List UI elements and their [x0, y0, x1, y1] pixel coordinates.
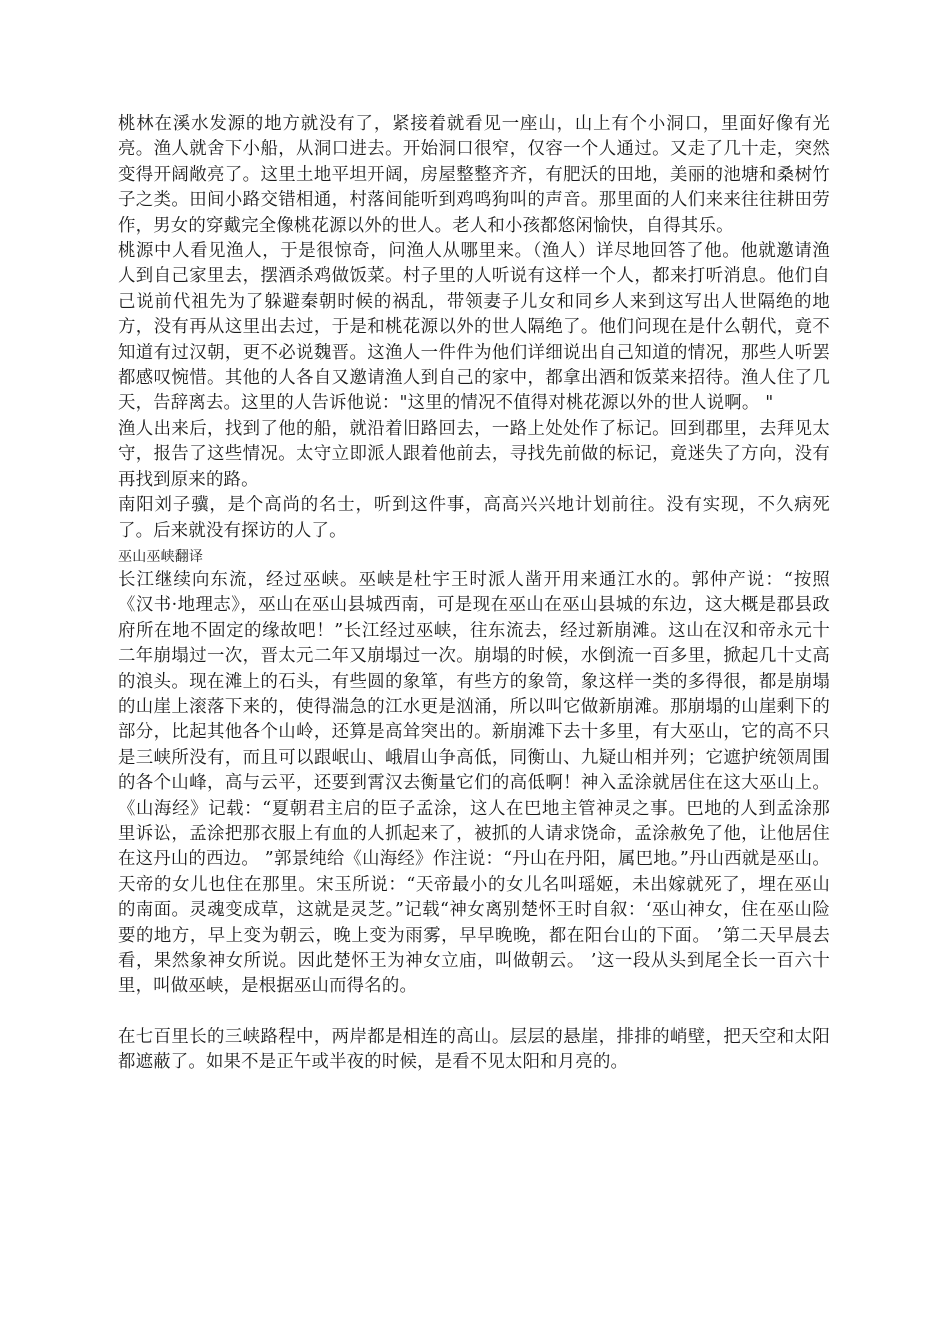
paragraph-taohuayuan-2: 桃源中人看见渔人，于是很惊奇，问渔人从哪里来。（渔人）详尽地回答了他。他就邀请渔人到自己家里去，摆酒杀鸡做饭菜。村子里的人听说有这样一个人，都来打听消息。他们自己说前代祖先为了躲避秦朝时候的祸乱，带领妻子儿女和同乡人来到这写出人世隔绝的地方，没有再从这里出去过，于是和桃花源以外的世人隔绝了。他们问现在是什么朝代，竟不知道有过汉朝，更不必说魏晋。这渔人一件件为他们详细说出自己知道的情况，那些人听罢都感叹惋惜。其他的人各自又邀请渔人到自己的家中，都拿出酒和饭菜来招待。渔人住了几天，告辞离去。这里的人告诉他说："这里的情况不值得对桃花源以外的世人说啊。 " [118, 241, 830, 414]
paragraph-taohuayuan-1: 桃林在溪水发源的地方就没有了，紧接着就看见一座山，山上有个小洞口，里面好像有光亮。渔人就舍下小船，从洞口进去。开始洞口很窄，仅容一个人通过。又走了几十走，突然变得开阔敞亮了。这里土地平坦开阔，房屋整整齐齐，有肥沃的田地，美丽的池塘和桑树竹子之类。田间小路交错相通，村落间能听到鸡鸣狗叫的声音。那里面的人们来来往往耕田劳作，男女的穿戴完全像桃花源以外的世人。老人和小孩都悠闲愉快，自得其乐。 [118, 114, 830, 236]
paragraph-wushan-1: 长江继续向东流，经过巫峡。巫峡是杜宇王时派人凿开用来通江水的。郭仲产说：“按照《汉书·地理志》，巫山在巫山县城西南，可是现在巫山在巫山县城的东边，这大概是郡县政府所在地不固定的缘故吧！”长江经过巫峡，往东流去，经过新崩滩。这山在汉和帝永元十二年崩塌过一次，晋太元二年又崩塌过一次。崩塌的时候，水倒流一百多里，掀起几十丈高的浪头。现在滩上的石头，有些圆的象箪，有些方的象笥，象这样一类的多得很，都是崩塌的山崖上滚落下来的，使得湍急的江水更是汹涌，所以叫它做新崩滩。那崩塌的山崖剩下的部分，比起其他各个山岭，还算是高耸突出的。新崩滩下去十多里，有大巫山，它的高不只是三峡所没有，而且可以跟岷山、峨眉山争高低，同衡山、九疑山相并列；它遮护统领周围的各个山峰，高与云平，还要到霄汉去衡量它们的高低啊！神入孟涂就居住在这大巫山上。《山海经》记载：“夏朝君主启的臣子孟涂，这人在巴地主管神灵之事。巴地的人到孟涂那里诉讼，孟涂把那衣服上有血的人抓起来了，被抓的人请求饶命，孟涂赦免了他，让他居住在这丹山的西边。 ”郭景纯给《山海经》作注说：“丹山在丹阳，属巴地。”丹山西就是巫山。天帝的女儿也住在那里。宋玉所说：“天帝最小的女儿名叫瑶姬，未出嫁就死了，埋在巫山的南面。灵魂变成草，这就是灵芝。”记载“神女离别楚怀王时自叙：‘巫山神女，住在巫山险要的地方，早上变为朝云，晚上变为雨雾，早早晚晚，都在阳台山的下面。 ’第二天早晨去看，果然象神女所说。因此楚怀王为神女立庙，叫做朝云。 ’这一段从头到尾全长一百六十里，叫做巫峡，是根据巫山而得名的。 [118, 569, 830, 997]
paragraph-taohuayuan-4: 南阳刘子骥，是个高尚的名士，听到这件事，高高兴兴地计划前往。没有实现，不久病死了。后来就没有探访的人了。 [118, 495, 830, 541]
section-heading-wushan: 巫山巫峡翻译 [118, 548, 204, 565]
paragraph-sanxia-1: 在七百里长的三峡路程中，两岸都是相连的高山。层层的悬崖，排排的峭壁，把天空和太阳都遮蔽了。如果不是正午或半夜的时候，是看不见太阳和月亮的。 [118, 1026, 830, 1073]
paragraph-gap [118, 1000, 830, 1025]
document-body [118, 112, 830, 1076]
paragraph-taohuayuan-3: 渔人出来后，找到了他的船，就沿着旧路回去，一路上处处作了标记。回到郡里，去拜见太守，报告了这些情况。太守立即派人跟着他前去，寻找先前做的标记，竟迷失了方向，没有再找到原来的路。 [118, 418, 830, 490]
